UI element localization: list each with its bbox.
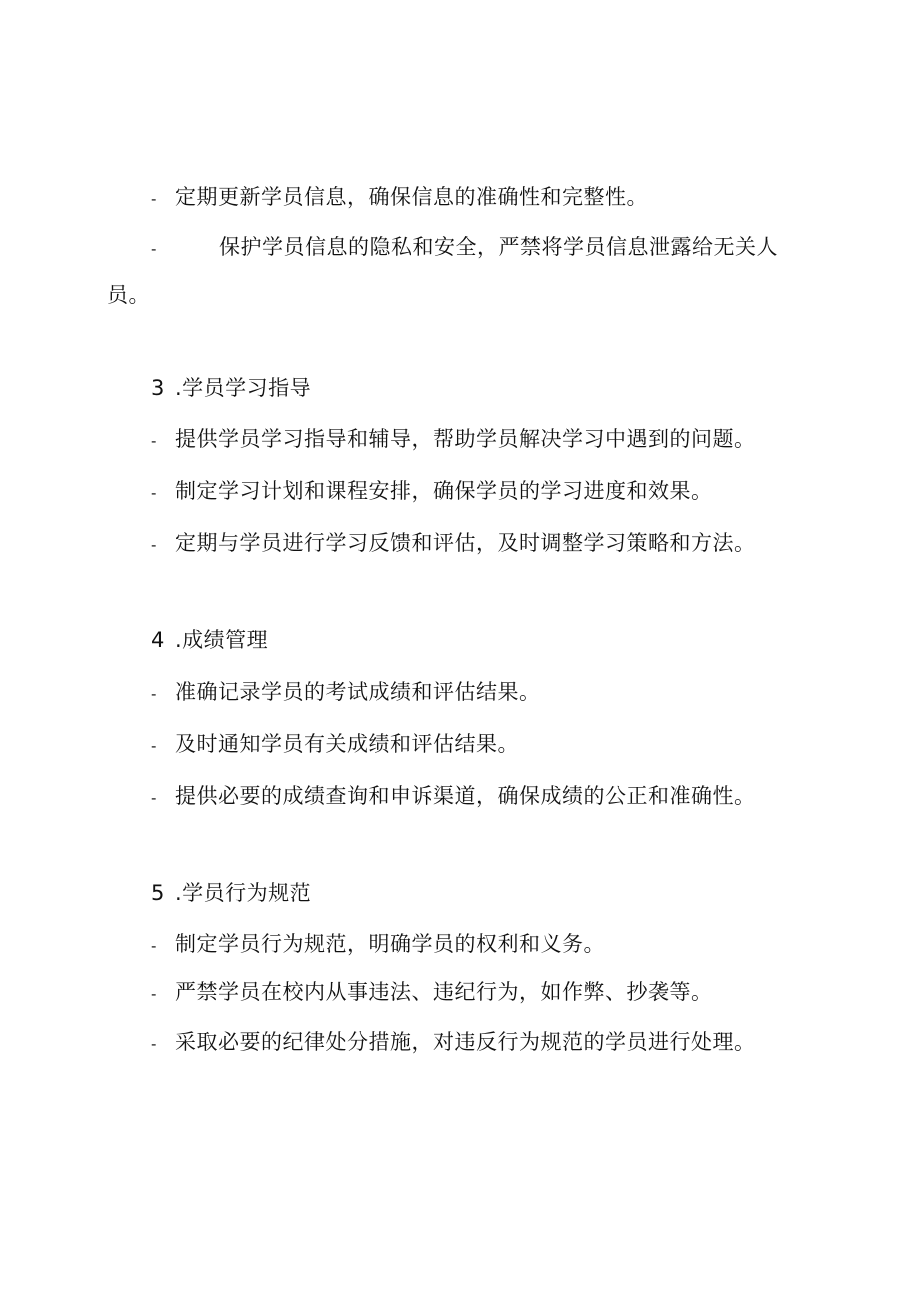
bullet-dash: -	[151, 536, 157, 554]
bullet-dash: -	[151, 484, 157, 502]
bullet-text: 提供学员学习指导和辅导，帮助学员解决学习中遇到的问题。	[175, 427, 756, 451]
bullet-text: 采取必要的纪律处分措施，对违反行为规范的学员进行处理。	[175, 1030, 756, 1054]
bullet-notify-grades	[151, 730, 519, 760]
section-heading-conduct	[151, 879, 311, 907]
bullet-text: 准确记录学员的考试成绩和评估结果。	[175, 680, 541, 704]
section-number: 5	[151, 881, 165, 905]
bullet-record-grades	[151, 678, 541, 708]
section-heading-learning-guidance	[151, 374, 311, 402]
bullet-text: 严禁学员在校内从事违法、违纪行为，如作弊、抄袭等。	[175, 980, 713, 1004]
section-number: 3	[151, 376, 165, 400]
bullet-dash: -	[151, 1035, 157, 1053]
bullet-study-plan	[151, 477, 713, 507]
bullet-text-continuation: 员。	[107, 283, 150, 307]
bullet-conduct-rules	[151, 930, 605, 960]
section-title: .学员学习指导	[175, 376, 312, 400]
bullet-feedback	[151, 529, 756, 559]
bullet-dash: -	[151, 685, 157, 703]
bullet-text: 定期更新学员信息，确保信息的准确性和完整性。	[175, 185, 648, 209]
bullet-grade-inquiry	[151, 782, 756, 812]
bullet-text: 制定学员行为规范，明确学员的权利和义务。	[175, 932, 605, 956]
section-title: .学员行为规范	[175, 881, 312, 905]
bullet-dash: -	[151, 737, 157, 755]
bullet-text: 定期与学员进行学习反馈和评估，及时调整学习策略和方法。	[175, 531, 756, 555]
bullet-discipline	[151, 1028, 756, 1058]
bullet-dash: -	[151, 432, 157, 450]
bullet-text: 提供必要的成绩查询和申诉渠道，确保成绩的公正和准确性。	[175, 784, 756, 808]
bullet-dash: -	[151, 937, 157, 955]
bullet-update-info	[151, 183, 648, 213]
bullet-text: 制定学习计划和课程安排，确保学员的学习进度和效果。	[175, 479, 713, 503]
bullet-dash: -	[151, 985, 157, 1003]
bullet-dash: -	[151, 240, 157, 258]
section-heading-grade-management	[151, 626, 268, 654]
bullet-protect-privacy-continuation	[107, 281, 150, 309]
bullet-text: 保护学员信息的隐私和安全，严禁将学员信息泄露给无关人	[219, 235, 778, 259]
section-number: 4	[151, 628, 165, 652]
section-title: .成绩管理	[175, 628, 269, 652]
bullet-dash: -	[151, 789, 157, 807]
bullet-provide-guidance	[151, 425, 756, 455]
bullet-prohibit-violations	[151, 978, 713, 1008]
bullet-protect-privacy	[151, 233, 841, 263]
bullet-dash: -	[151, 190, 157, 208]
bullet-text: 及时通知学员有关成绩和评估结果。	[175, 732, 519, 756]
